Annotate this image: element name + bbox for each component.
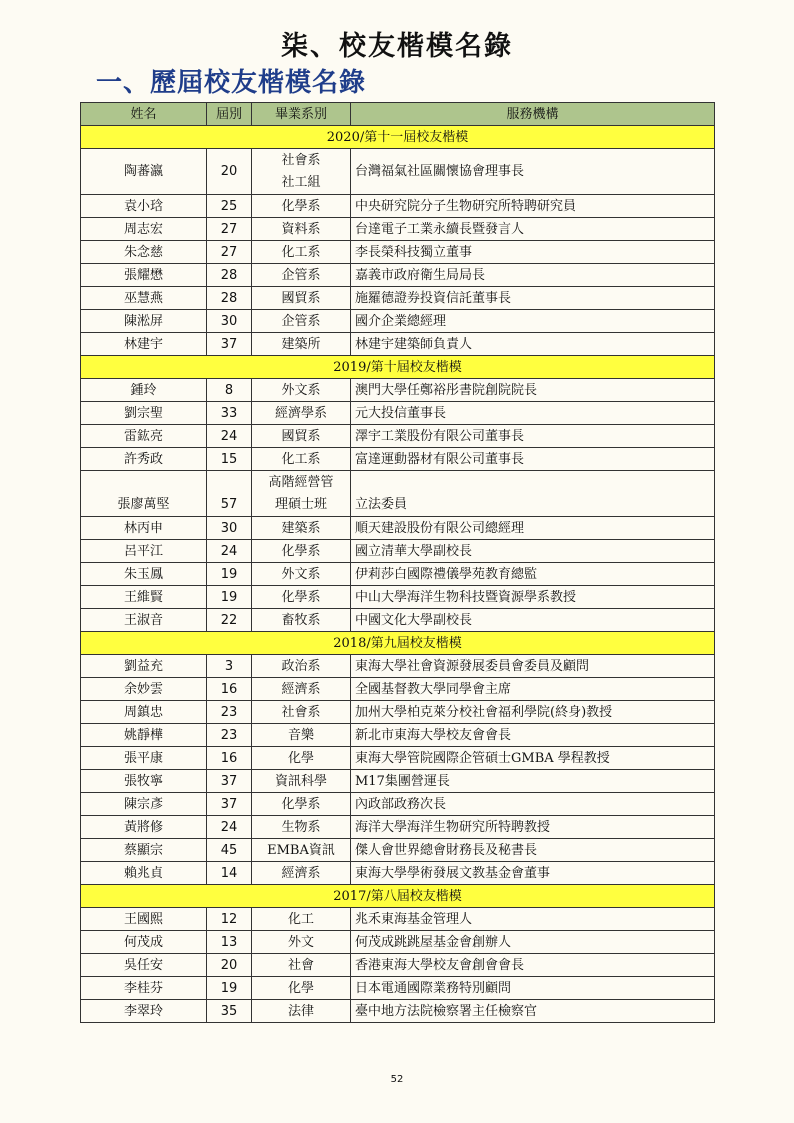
cell-name: 黃將修: [81, 816, 207, 839]
cell-department: 外文: [252, 931, 351, 954]
cell-name: 周志宏: [81, 218, 207, 241]
cell-department: 化學: [252, 977, 351, 1000]
cell-term: 13: [207, 931, 252, 954]
cell-name: 劉益充: [81, 655, 207, 678]
cell-term: 27: [207, 218, 252, 241]
table-row: [81, 402, 715, 425]
cell-department: 法律: [252, 1000, 351, 1023]
cell-term: 45: [207, 839, 252, 862]
cell-organization: 台達電子工業永續長暨發言人: [351, 218, 715, 241]
table-row: [81, 770, 715, 793]
table-row: [81, 448, 715, 471]
table-row: [81, 471, 715, 517]
year-group-row: [81, 356, 715, 379]
cell-name: 許秀政: [81, 448, 207, 471]
table-row: [81, 931, 715, 954]
table-body: [81, 126, 715, 1023]
cell-name: 林丙申: [81, 517, 207, 540]
cell-organization: 加州大學柏克萊分校社會福利學院(終身)教授: [351, 701, 715, 724]
table-row: [81, 287, 715, 310]
table-row: [81, 701, 715, 724]
cell-organization: 日本電通國際業務特別顧問: [351, 977, 715, 1000]
cell-name: 朱念慈: [81, 241, 207, 264]
cell-organization: 嘉義市政府衛生局局長: [351, 264, 715, 287]
cell-name: 張牧寧: [81, 770, 207, 793]
year-group-row: [81, 632, 715, 655]
cell-term: 16: [207, 678, 252, 701]
cell-term: 37: [207, 333, 252, 356]
cell-name: 賴兆貞: [81, 862, 207, 885]
cell-department: EMBA資訊: [252, 839, 351, 862]
cell-organization: 李長榮科技獨立董事: [351, 241, 715, 264]
table-row: [81, 908, 715, 931]
cell-organization: 澤宇工業股份有限公司董事長: [351, 425, 715, 448]
table-row: [81, 149, 715, 195]
cell-organization: 中央研究院分子生物研究所特聘研究員: [351, 195, 715, 218]
table-row: [81, 954, 715, 977]
year-group-label: 2017/第八屆校友楷模: [81, 885, 715, 908]
cell-name: 呂平江: [81, 540, 207, 563]
cell-name: 巫慧燕: [81, 287, 207, 310]
cell-name: 林建宇: [81, 333, 207, 356]
cell-organization: 元大投信董事長: [351, 402, 715, 425]
cell-department: 化工: [252, 908, 351, 931]
cell-department: 國貿系: [252, 287, 351, 310]
cell-organization: 立法委員: [351, 471, 715, 517]
cell-name: 陶蕃瀛: [81, 149, 207, 195]
page-number: 52: [390, 1074, 404, 1085]
page-title: 柒、校友楷模名錄: [281, 31, 513, 62]
cell-organization: 伊莉莎白國際禮儀學苑教育總監: [351, 563, 715, 586]
table-row: [81, 586, 715, 609]
table-row: [81, 517, 715, 540]
cell-name: 李翠玲: [81, 1000, 207, 1023]
cell-organization: 何茂成跳跳屋基金會創辦人: [351, 931, 715, 954]
table-row: [81, 195, 715, 218]
cell-organization: 施羅德證券投資信託董事長: [351, 287, 715, 310]
cell-organization: 順天建設股份有限公司總經理: [351, 517, 715, 540]
cell-department: 社會系: [252, 701, 351, 724]
cell-organization: 國立清華大學副校長: [351, 540, 715, 563]
cell-department: 企管系: [252, 264, 351, 287]
cell-department: 社會: [252, 954, 351, 977]
table-row: [81, 655, 715, 678]
cell-organization: 東海大學管院國際企管碩士GMBA 學程教授: [351, 747, 715, 770]
cell-department: 音樂: [252, 724, 351, 747]
cell-department: 外文系: [252, 379, 351, 402]
table-header-row: [81, 103, 715, 126]
table-row: [81, 310, 715, 333]
table-row: [81, 977, 715, 1000]
cell-department: 化學系: [252, 540, 351, 563]
cell-department: [252, 149, 351, 195]
cell-name: 吳任安: [81, 954, 207, 977]
year-group-label: 2019/第十屆校友楷模: [81, 356, 715, 379]
table-row: [81, 609, 715, 632]
cell-department: 化學: [252, 747, 351, 770]
cell-organization: 香港東海大學校友會創會會長: [351, 954, 715, 977]
cell-name: 雷鈜亮: [81, 425, 207, 448]
cell-term: 8: [207, 379, 252, 402]
year-group-row: [81, 885, 715, 908]
year-group-row: [81, 126, 715, 149]
cell-term: 24: [207, 540, 252, 563]
cell-department: 企管系: [252, 310, 351, 333]
cell-department: 化工系: [252, 448, 351, 471]
cell-term: 23: [207, 724, 252, 747]
cell-organization: 東海大學社會資源發展委員會委員及顧問: [351, 655, 715, 678]
cell-department: [252, 471, 351, 517]
cell-term: 37: [207, 770, 252, 793]
cell-name: 姚靜樺: [81, 724, 207, 747]
cell-organization: 傑人會世界總會財務長及秘書長: [351, 839, 715, 862]
cell-department: 生物系: [252, 816, 351, 839]
cell-name: 劉宗聖: [81, 402, 207, 425]
year-group-label: 2020/第十一屆校友楷模: [81, 126, 715, 149]
department-line: 社會系: [281, 152, 321, 168]
table-row: [81, 1000, 715, 1023]
cell-organization: 中國文化大學副校長: [351, 609, 715, 632]
header-department: 畢業系別: [252, 103, 351, 126]
cell-organization: 內政部政務次長: [351, 793, 715, 816]
cell-name: 蔡顯宗: [81, 839, 207, 862]
cell-organization: 林建宇建築師負責人: [351, 333, 715, 356]
cell-term: 3: [207, 655, 252, 678]
department-line: 理碩士班: [274, 496, 327, 512]
table-row: [81, 218, 715, 241]
cell-term: 28: [207, 287, 252, 310]
table-row: [81, 862, 715, 885]
cell-term: 27: [207, 241, 252, 264]
cell-name: 朱玉鳳: [81, 563, 207, 586]
department-line: 高階經營管: [268, 474, 334, 490]
table-row: [81, 379, 715, 402]
cell-organization: 富達運動器材有限公司董事長: [351, 448, 715, 471]
table-row: [81, 678, 715, 701]
alumni-roster-table: [80, 102, 715, 1023]
table-row: [81, 793, 715, 816]
cell-term: 14: [207, 862, 252, 885]
cell-term: 23: [207, 701, 252, 724]
cell-department: 經濟學系: [252, 402, 351, 425]
cell-name: 余妙雲: [81, 678, 207, 701]
cell-name: 鍾玲: [81, 379, 207, 402]
cell-term: 37: [207, 793, 252, 816]
header-organization: 服務機構: [351, 103, 715, 126]
table-row: [81, 425, 715, 448]
cell-term: 28: [207, 264, 252, 287]
cell-department: 經濟系: [252, 678, 351, 701]
cell-term: 57: [207, 471, 252, 517]
cell-organization: 澳門大學任鄭裕彤書院創院院長: [351, 379, 715, 402]
cell-department: 畜牧系: [252, 609, 351, 632]
cell-name: 何茂成: [81, 931, 207, 954]
cell-term: 12: [207, 908, 252, 931]
cell-organization: 全國基督教大學同學會主席: [351, 678, 715, 701]
header-name: 姓名: [81, 103, 207, 126]
table-row: [81, 563, 715, 586]
cell-department: 化學系: [252, 586, 351, 609]
cell-department: 政治系: [252, 655, 351, 678]
section-title: 一、歷屆校友楷模名錄: [96, 68, 367, 98]
cell-organization: 兆禾東海基金管理人: [351, 908, 715, 931]
cell-term: 22: [207, 609, 252, 632]
table-row: [81, 241, 715, 264]
cell-term: 19: [207, 586, 252, 609]
year-group-label: 2018/第九屆校友楷模: [81, 632, 715, 655]
cell-term: 35: [207, 1000, 252, 1023]
cell-department: 經濟系: [252, 862, 351, 885]
cell-name: 張廖萬堅: [81, 471, 207, 517]
cell-organization: 東海大學學術發展文教基金會董事: [351, 862, 715, 885]
cell-department: 資料系: [252, 218, 351, 241]
cell-organization: 海洋大學海洋生物研究所特聘教授: [351, 816, 715, 839]
header-term: 屆別: [207, 103, 252, 126]
cell-name: 陳淞屏: [81, 310, 207, 333]
cell-term: 24: [207, 816, 252, 839]
cell-department: 建築系: [252, 517, 351, 540]
cell-term: 16: [207, 747, 252, 770]
cell-name: 王淑音: [81, 609, 207, 632]
cell-term: 19: [207, 563, 252, 586]
cell-department: 國貿系: [252, 425, 351, 448]
cell-term: 20: [207, 149, 252, 195]
table-row: [81, 839, 715, 862]
cell-name: 周鎮忠: [81, 701, 207, 724]
cell-name: 陳宗彥: [81, 793, 207, 816]
cell-department: 外文系: [252, 563, 351, 586]
cell-term: 30: [207, 517, 252, 540]
table-row: [81, 333, 715, 356]
cell-department: 建築所: [252, 333, 351, 356]
cell-name: 李桂芬: [81, 977, 207, 1000]
table-row: [81, 264, 715, 287]
cell-name: 王國熙: [81, 908, 207, 931]
cell-term: 20: [207, 954, 252, 977]
table-row: [81, 724, 715, 747]
cell-department: 化工系: [252, 241, 351, 264]
cell-term: 33: [207, 402, 252, 425]
table-row: [81, 816, 715, 839]
cell-organization: 臺中地方法院檢察署主任檢察官: [351, 1000, 715, 1023]
cell-organization: 台灣福氣社區關懷協會理事長: [351, 149, 715, 195]
cell-term: 30: [207, 310, 252, 333]
cell-term: 24: [207, 425, 252, 448]
table-row: [81, 747, 715, 770]
cell-organization: 國介企業總經理: [351, 310, 715, 333]
cell-name: 王維賢: [81, 586, 207, 609]
cell-term: 25: [207, 195, 252, 218]
cell-name: 張平康: [81, 747, 207, 770]
cell-department: 化學系: [252, 195, 351, 218]
department-line: 社工組: [281, 174, 321, 190]
cell-name: 袁小琀: [81, 195, 207, 218]
cell-department: 資訊科學: [252, 770, 351, 793]
cell-organization: 新北市東海大學校友會會長: [351, 724, 715, 747]
cell-department: 化學系: [252, 793, 351, 816]
cell-organization: 中山大學海洋生物科技暨資源學系教授: [351, 586, 715, 609]
cell-organization: M17集團營運長: [351, 770, 715, 793]
table-row: [81, 540, 715, 563]
cell-name: 張耀懋: [81, 264, 207, 287]
cell-term: 19: [207, 977, 252, 1000]
cell-term: 15: [207, 448, 252, 471]
